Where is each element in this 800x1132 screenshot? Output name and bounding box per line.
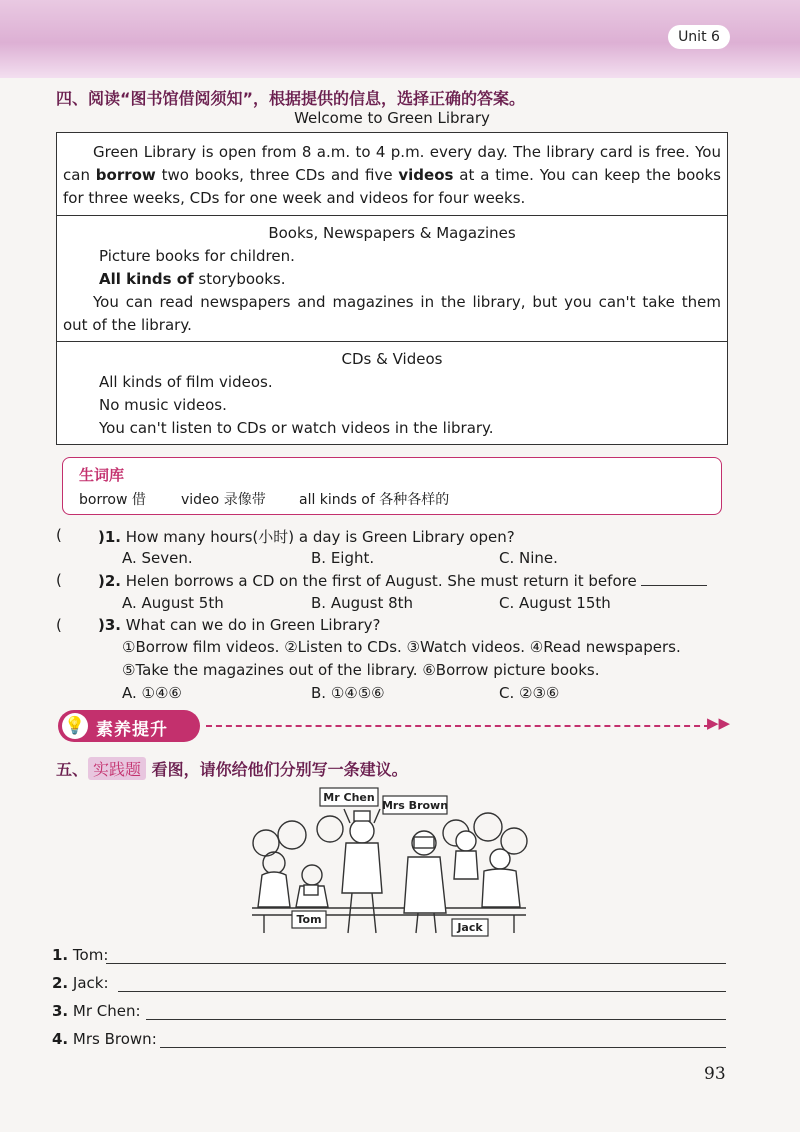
question-3-choices-2: ⑤Take the magazines out of the library. ⑥Borrow picture books.: [122, 661, 600, 679]
double-arrow-icon: ▶▶: [707, 714, 731, 732]
answer-blank[interactable]: [641, 571, 707, 586]
books-title: Books, Newspapers & Magazines: [268, 224, 516, 242]
answer-label-tom: 1. Tom:: [52, 946, 109, 964]
answer-label-mrs-brown: 4. Mrs Brown:: [52, 1030, 157, 1048]
answer-line-mr-chen[interactable]: [146, 1019, 726, 1020]
wordbank-item: borrow 借: [79, 492, 146, 508]
answer-bracket[interactable]: (: [56, 571, 62, 589]
books-line-2: All kinds of storybooks.: [99, 270, 286, 288]
answer-bracket[interactable]: (: [56, 526, 62, 544]
label-jack: Jack: [457, 921, 483, 934]
cds-line-3: You can't listen to CDs or watch videos in the library.: [99, 419, 494, 437]
cds-title: CDs & Videos: [341, 350, 443, 368]
unit-badge: Unit 6: [668, 25, 730, 49]
question-1: )1. How many hours(小时) a day is Green Library open?: [98, 528, 515, 546]
books-panel: [56, 215, 728, 342]
question-3-choices-1: ①Borrow film videos. ②Listen to CDs. ③Watch videos. ④Read newspapers.: [122, 638, 681, 656]
cds-panel: [56, 341, 728, 445]
wordbank-title: 生词库: [79, 466, 125, 484]
wordbank-item: video 录像带: [181, 492, 266, 508]
label-mr-chen: Mr Chen: [323, 791, 375, 804]
answer-line-mrs-brown[interactable]: [160, 1047, 726, 1048]
wordbank-item: all kinds of 各种各样的: [299, 492, 450, 508]
page-number: 93: [704, 1064, 726, 1084]
banner: [58, 710, 200, 742]
question-2-option-c[interactable]: C. August 15th: [499, 594, 611, 612]
answer-label-jack: 2. Jack:: [52, 974, 109, 992]
section4-title: 四、阅读“图书馆借阅须知”，根据提供的信息，选择正确的答案。: [56, 89, 526, 108]
question-3-option-a[interactable]: A. ①④⑥: [122, 684, 182, 702]
practice-tag: 实践题: [88, 757, 146, 780]
question-3-option-b[interactable]: B. ①④⑤⑥: [311, 684, 385, 702]
question-3-option-c[interactable]: C. ②③⑥: [499, 684, 560, 702]
question-2-option-b[interactable]: B. August 8th: [311, 594, 414, 612]
label-tom: Tom: [296, 913, 322, 926]
answer-line-jack[interactable]: [118, 991, 726, 992]
notice-intro-panel: [56, 132, 728, 216]
question-1-option-a[interactable]: A. Seven.: [122, 549, 193, 567]
notice-title: Welcome to Green Library: [294, 109, 490, 127]
question-2-option-a[interactable]: A. August 5th: [122, 594, 224, 612]
banner-title: 素养提升: [96, 720, 168, 740]
cds-line-1: All kinds of film videos.: [99, 373, 273, 391]
answer-label-mr-chen: 3. Mr Chen:: [52, 1002, 141, 1020]
question-2: )2. Helen borrows a CD on the first of August. She must return it before: [98, 571, 707, 590]
bulb-icon: 💡: [62, 713, 88, 739]
section5-title: 五、 实践题 看图，请你给他们分别写一条建议。: [56, 757, 408, 780]
books-line-1: Picture books for children.: [99, 247, 295, 265]
label-mrs-brown: Mrs Brown: [381, 799, 449, 812]
wordbank-box: [62, 457, 722, 515]
books-line-3: You can read newspapers and magazines in the library, but you can't take them out of the library.: [63, 293, 721, 334]
banner-divider: [206, 725, 710, 727]
question-1-option-c[interactable]: C. Nine.: [499, 549, 558, 567]
notice-intro-text: Green Library is open from 8 a.m. to 4 p.m. every day. The library card is free. You can borrow two books, three CDs and five videos at a time. You can keep the books for three weeks, CDs for one week and videos for four weeks.: [63, 143, 721, 207]
cds-line-2: No music videos.: [99, 396, 227, 414]
question-3: )3. What can we do in Green Library?: [98, 616, 381, 634]
answer-line-tom[interactable]: [106, 963, 726, 964]
answer-bracket[interactable]: (: [56, 616, 62, 634]
question-1-option-b[interactable]: B. Eight.: [311, 549, 375, 567]
family-illustration: [244, 783, 534, 941]
